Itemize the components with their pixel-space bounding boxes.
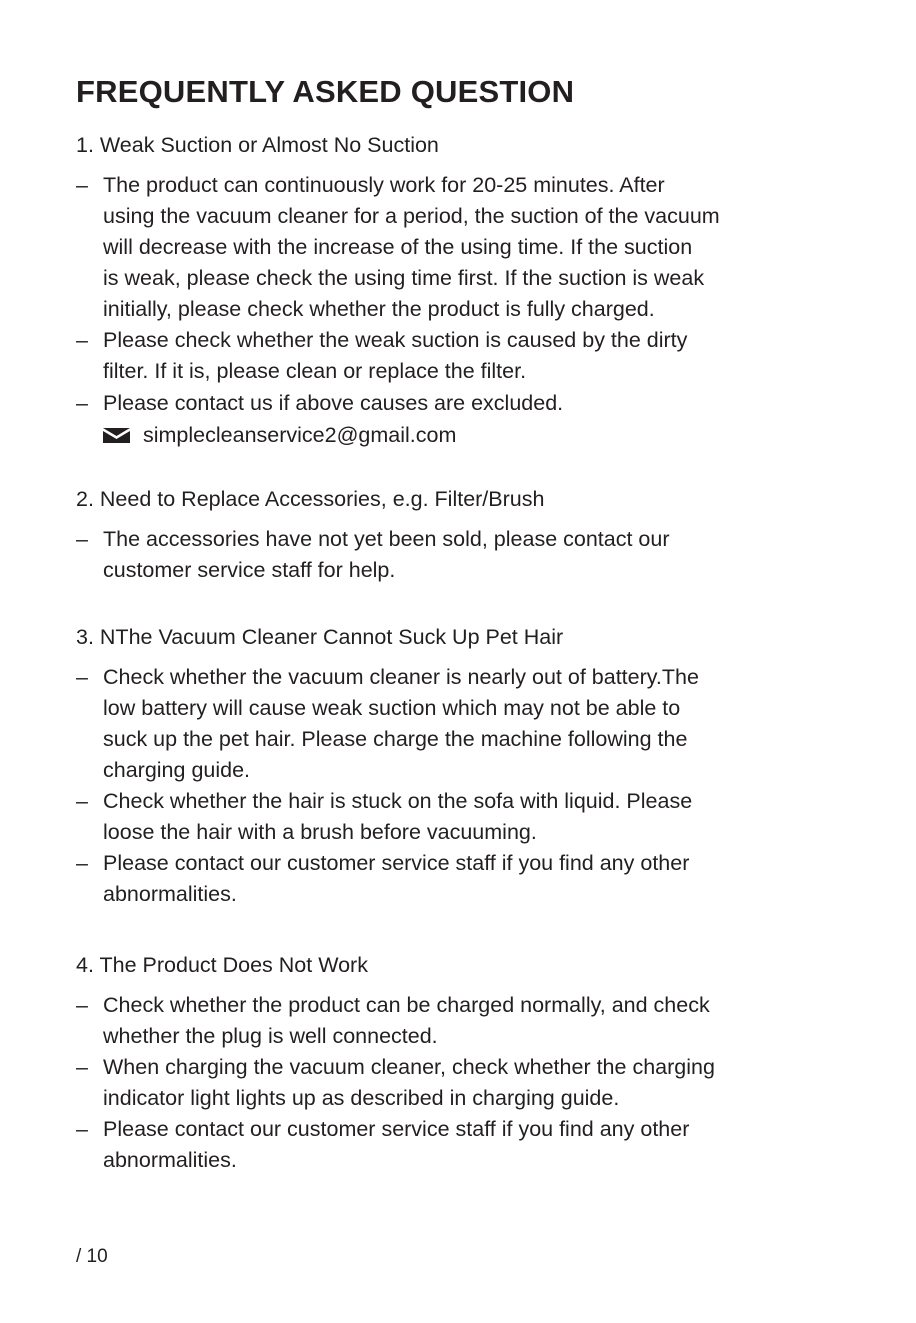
section-2-item-1 xyxy=(76,524,856,586)
item-text: Please contact our customer service staff if you find any other abnormalities. xyxy=(103,851,690,907)
page-title: FREQUENTLY ASKED QUESTION xyxy=(76,74,575,109)
bullet-dash: – xyxy=(76,391,88,415)
bullet-dash: – xyxy=(76,1055,88,1079)
contact-email[interactable] xyxy=(103,420,456,451)
bullet-dash: – xyxy=(76,1117,88,1141)
item-text: Check whether the hair is stuck on the sofa with liquid. Please loose the hair with a brush before vacuuming. xyxy=(103,789,693,845)
section-3-item-1 xyxy=(76,662,856,786)
section-3-item-2 xyxy=(76,786,856,848)
section-1-item-3 xyxy=(76,388,856,419)
item-text: The accessories have not yet been sold, please contact our customer service staff for help. xyxy=(103,527,670,583)
bullet-dash: – xyxy=(76,789,88,813)
section-1-heading: 1. Weak Suction or Almost No Suction xyxy=(76,133,439,157)
section-1-item-2 xyxy=(76,325,856,387)
bullet-dash: – xyxy=(76,328,88,352)
page-number: / 10 xyxy=(76,1246,108,1267)
section-3-heading: 3. NThe Vacuum Cleaner Cannot Suck Up Pet Hair xyxy=(76,625,564,649)
bullet-dash: – xyxy=(76,851,88,875)
item-text: Check whether the product can be charged normally, and check whether the plug is well connected. xyxy=(103,993,710,1049)
bullet-dash: – xyxy=(76,527,88,551)
bullet-dash: – xyxy=(76,993,88,1017)
item-text: Check whether the vacuum cleaner is nearly out of battery.The low battery will cause weak suction which may not be able to suck up the pet hair. Please charge the machine following the charging guide. xyxy=(103,665,699,783)
section-4-item-3 xyxy=(76,1114,856,1176)
section-4-item-1 xyxy=(76,990,856,1052)
bullet-dash: – xyxy=(76,173,88,197)
section-4-heading: 4. The Product Does Not Work xyxy=(76,953,368,977)
item-text: Please contact our customer service staff if you find any other abnormalities. xyxy=(103,1117,690,1173)
section-4-item-2 xyxy=(76,1052,856,1114)
section-3-item-3 xyxy=(76,848,856,910)
bullet-dash: – xyxy=(76,665,88,689)
item-text: The product can continuously work for 20-25 minutes. After using the vacuum cleaner for a period, the suction of the vacuum will decrease with the increase of the using time. If the suction is weak, please check the using time first. If the suction is weak initially, please check whether the product is fully charged. xyxy=(103,173,720,322)
email-address[interactable]: simplecleanservice2@gmail.com xyxy=(143,423,457,447)
item-text: Please contact us if above causes are excluded. xyxy=(103,391,564,415)
item-text: Please check whether the weak suction is caused by the dirty filter. If it is, please clean or replace the filter. xyxy=(103,328,688,384)
envelope-icon xyxy=(103,428,130,443)
section-2-heading: 2. Need to Replace Accessories, e.g. Filter/Brush xyxy=(76,487,545,511)
item-text: When charging the vacuum cleaner, check whether the charging indicator light lights up as described in charging guide. xyxy=(103,1055,715,1111)
section-1-item-1 xyxy=(76,170,856,325)
